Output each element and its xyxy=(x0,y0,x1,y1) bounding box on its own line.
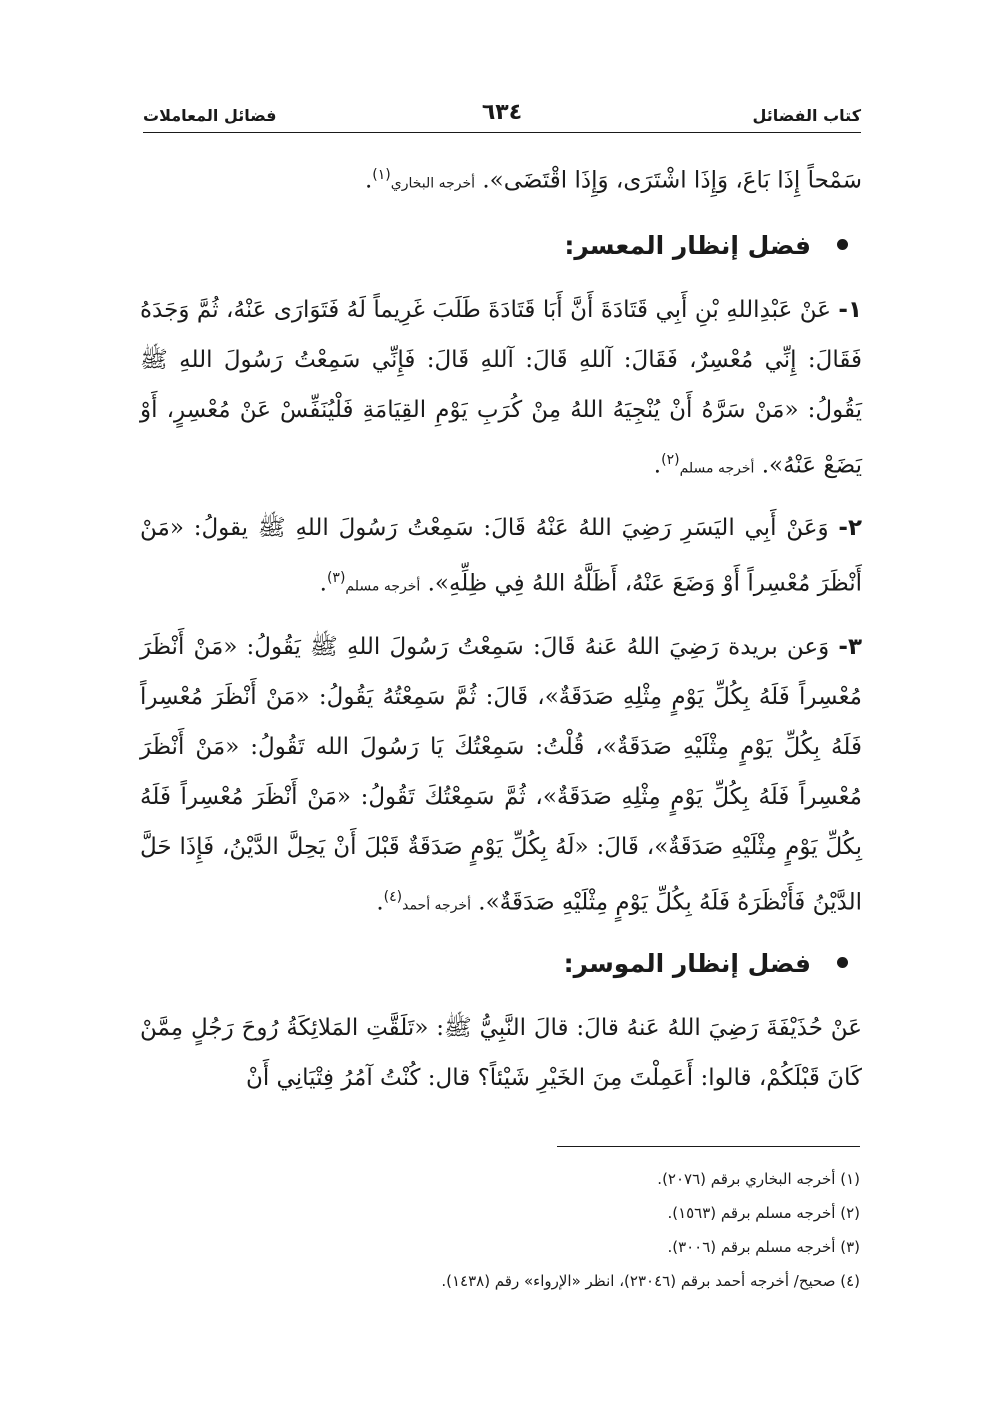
source-reference: أخرجه مسلم xyxy=(679,460,755,477)
item-number: ٢- xyxy=(838,515,862,542)
item-end: . xyxy=(653,452,662,479)
source-reference: أخرجه البخاري xyxy=(390,175,476,192)
item-text: عَنْ عَبْدِاللهِ بْنِ أَبِي قَتَادَةَ أَنَّ أَبَا قَتَادَةَ طَلَبَ غَرِيماً لَهُ فَتَوَارَى عَنْهُ، ثُمَّ وَجَدَهُ فَقَالَ: إِنِّي مُعْسِرٌ، فَقَالَ: آللهِ قَالَ: آللهِ قَالَ: فَإِنِّي سَمِعْتُ رَسُولَ اللهِ ﷺ يَقُولُ: «مَنْ سَرَّهُ أَنْ يُنْجِيَهُ اللهُ مِنْ كُرَبِ يَوْمِ القِيَامَةِ فَلْيُنَفِّسْ عَنْ مُعْسِرٍ، أَوْ يَضَعْ عَنْهُ». xyxy=(140,296,862,479)
footnote-mark: (٤) xyxy=(383,888,403,905)
footnote-mark: (٢) xyxy=(661,451,680,468)
footnote: (٣) أخرجه مسلم برقم (٣٠٠٦). xyxy=(667,1238,860,1256)
source-reference: أخرجه أحمد xyxy=(402,897,471,914)
paragraph-end: . xyxy=(364,167,373,194)
source-reference: أخرجه مسلم xyxy=(345,578,421,595)
continued-paragraph xyxy=(140,150,862,209)
chapter-title: فضائل المعاملات xyxy=(143,106,277,125)
hadith-item xyxy=(140,622,862,931)
hadith-item xyxy=(140,503,862,612)
footnote-mark: (٣) xyxy=(326,570,346,587)
footnote-divider xyxy=(557,1146,860,1147)
footnote-mark: (١) xyxy=(372,167,391,183)
item-end: . xyxy=(376,889,384,916)
paragraph-text: سَمْحاً إِذَا بَاعَ، وَإِذَا اشْتَرَى، وَإِذَا اقْتَضَى». xyxy=(482,167,862,194)
bullet-icon xyxy=(837,957,848,968)
header-divider xyxy=(143,132,861,133)
footnotes xyxy=(140,1162,860,1298)
footnote: (٤) صحيح/ أخرجه أحمد برقم (٢٣٠٤٦)، انظر «الإرواء» رقم (١٤٣٨). xyxy=(441,1272,860,1290)
running-header xyxy=(143,100,861,132)
item-end: . xyxy=(319,570,327,597)
item-number: ١- xyxy=(838,296,862,323)
book-title: كتاب الفضائل xyxy=(752,106,861,125)
footnote: (١) أخرجه البخاري برقم (٢٠٧٦). xyxy=(657,1170,860,1188)
item-text: وَعن بريدة رَضِيَ اللهُ عَنهُ قَالَ: سَمِعْتُ رَسُولَ اللهِ ﷺ يَقُولُ: «مَنْ أَنْظَرَ مُعْسِراً فَلَهُ بِكُلِّ يَوْمٍ مِثْلِهِ صَدَقَةٌ»، قَالَ: ثُمَّ سَمِعْتُهُ يَقُولُ: «مَنْ أَنْظَرَ مُعْسِراً فَلَهُ بِكُلِّ يَوْمٍ مِثْلَيْهِ صَدَقَةٌ»، قُلْتُ: سَمِعْتُكَ يَا رَسُولَ الله تَقُولُ: «مَنْ أَنْظَرَ مُعْسِراً فَلَهُ بِكُلِّ يَوْمٍ مِثْلِهِ صَدَقَةٌ»، ثُمَّ سَمِعْتُكَ تَقُولُ: «مَنْ أَنْظَرَ مُعْسِراً فَلَهُ بِكُلِّ يَوْمٍ مِثْلَيْهِ صَدَقَةٌ»، قَالَ: «لَهُ بِكُلِّ يَوْمٍ صَدَقَةٌ قَبْلَ أَنْ يَحِلَّ الدَّيْنُ، فَإِذَا حَلَّ الدَّيْنُ فَأَنْظَرَهُ فَلَهُ بِكُلِّ يَوْمٍ مِثْلَيْهِ صَدَقَةٌ». xyxy=(140,633,862,916)
footnote: (٢) أخرجه مسلم برقم (١٥٦٣). xyxy=(667,1204,860,1222)
section-title: فضل إنظار الموسر: xyxy=(563,948,811,978)
main-text xyxy=(140,150,862,1103)
item-text: وَعَنْ أَبِي اليَسَرِ رَضِيَ اللهُ عَنْهُ قَالَ: سَمِعْتُ رَسُولَ اللهِ ﷺ يقولُ: «مَنْ أَنْظَرَ مُعْسِراً أَوْ وَضَعَ عَنْهُ، أَظَلَّهُ اللهُ فِي ظِلِّهِ». xyxy=(140,515,862,597)
item-number: ٣- xyxy=(838,633,863,660)
bullet-icon xyxy=(837,239,848,250)
hadith-paragraph xyxy=(140,1003,862,1103)
section-heading xyxy=(140,223,862,269)
paragraph-text: عَنْ حُذَيْفَةَ رَضِيَ اللهُ عَنهُ قالَ: قالَ النَّبِيُّ ﷺ: «تَلَقَّتِ المَلائِكَةُ رُوحَ رَجُلٍ مِمَّنْ كَانَ قَبْلَكُمْ، قالوا: أَعَمِلْتَ مِنَ الخَيْرِ شَيْئاً؟ قال: كُنْتُ آمُرُ فِتْيَانِي أَنْ xyxy=(140,1014,862,1091)
section-title: فضل إنظار المعسر: xyxy=(564,230,811,260)
section-heading xyxy=(140,941,862,987)
page-number: ٦٣٤ xyxy=(481,100,523,125)
hadith-item xyxy=(140,285,862,494)
